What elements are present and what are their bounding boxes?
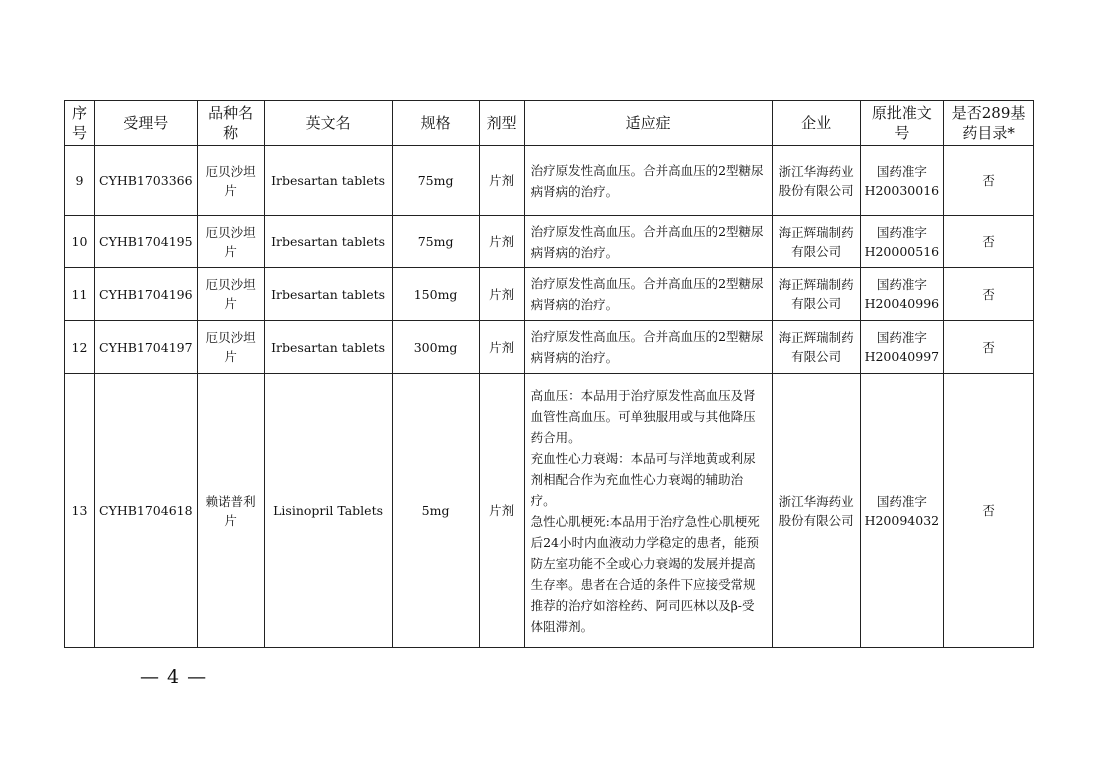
header-variety-name: 品种名称	[197, 101, 264, 146]
cell-dosage-form: 片剂	[479, 216, 524, 268]
table-row	[65, 374, 1034, 648]
cell-variety-name: 厄贝沙坦片	[197, 146, 264, 216]
table-row	[65, 268, 1034, 321]
page-number: — 4 —	[140, 666, 208, 688]
table-row	[65, 216, 1034, 268]
cell-spec: 75mg	[392, 216, 479, 268]
cell-seq: 11	[65, 268, 95, 321]
cell-english-name: Irbesartan tablets	[264, 321, 392, 374]
header-seq: 序号	[65, 101, 95, 146]
cell-acceptance-no: CYHB1704195	[95, 216, 198, 268]
cell-acceptance-no: CYHB1704618	[95, 374, 198, 648]
cell-spec: 75mg	[392, 146, 479, 216]
cell-seq: 13	[65, 374, 95, 648]
cell-approval-no: 国药准字H20000516	[860, 216, 944, 268]
indication-hypertension: 高血压：本品用于治疗原发性高血压及肾血管性高血压。可单独服用或与其他降压药合用。	[530, 387, 756, 445]
cell-company: 海正辉瑞制药有限公司	[772, 268, 860, 321]
cell-seq: 10	[65, 216, 95, 268]
cell-in-289: 否	[944, 216, 1034, 268]
cell-company: 海正辉瑞制药有限公司	[772, 321, 860, 374]
table-row	[65, 321, 1034, 374]
header-english-name: 英文名	[264, 101, 392, 146]
header-dosage-form: 剂型	[479, 101, 524, 146]
header-company: 企业	[772, 101, 860, 146]
cell-company: 浙江华海药业股份有限公司	[772, 146, 860, 216]
cell-dosage-form: 片剂	[479, 268, 524, 321]
indication-myocardial-infarction: 急性心肌梗死:本品用于治疗急性心肌梗死后24小时内血液动力学稳定的患者，能预防左室功能不全或心力衰竭的发展并提高生存率。患者在合适的条件下应接受常规推荐的治疗如溶栓药、阿司匹林以及β-受体阻滞剂。	[530, 513, 760, 634]
cell-approval-no: 国药准字H20030016	[860, 146, 944, 216]
cell-seq: 12	[65, 321, 95, 374]
cell-approval-no: 国药准字H20040997	[860, 321, 944, 374]
drug-table	[64, 100, 1034, 648]
cell-dosage-form: 片剂	[479, 321, 524, 374]
cell-indication	[524, 374, 772, 648]
header-spec: 规格	[392, 101, 479, 146]
cell-english-name: Lisinopril Tablets	[264, 374, 392, 648]
cell-english-name: Irbesartan tablets	[264, 268, 392, 321]
cell-approval-no: 国药准字H20040996	[860, 268, 944, 321]
cell-spec: 300mg	[392, 321, 479, 374]
header-row	[65, 101, 1034, 146]
indication-heart-failure: 充血性心力衰竭：本品可与洋地黄或利尿剂相配合作为充血性心力衰竭的辅助治疗。	[530, 450, 756, 508]
cell-seq: 9	[65, 146, 95, 216]
cell-in-289: 否	[944, 146, 1034, 216]
cell-acceptance-no: CYHB1704197	[95, 321, 198, 374]
cell-acceptance-no: CYHB1703366	[95, 146, 198, 216]
cell-dosage-form: 片剂	[479, 146, 524, 216]
cell-in-289: 否	[944, 268, 1034, 321]
header-in-289: 是否289基药目录*	[944, 101, 1034, 146]
header-approval-no: 原批准文号	[860, 101, 944, 146]
cell-spec: 5mg	[392, 374, 479, 648]
cell-dosage-form: 片剂	[479, 374, 524, 648]
cell-english-name: Irbesartan tablets	[264, 146, 392, 216]
cell-in-289: 否	[944, 374, 1034, 648]
cell-indication: 治疗原发性高血压。合并高血压的2型糖尿病肾病的治疗。	[524, 268, 772, 321]
cell-english-name: Irbesartan tablets	[264, 216, 392, 268]
cell-company: 海正辉瑞制药有限公司	[772, 216, 860, 268]
cell-variety-name: 厄贝沙坦片	[197, 268, 264, 321]
cell-variety-name: 赖诺普利片	[197, 374, 264, 648]
cell-company: 浙江华海药业股份有限公司	[772, 374, 860, 648]
cell-spec: 150mg	[392, 268, 479, 321]
table-row	[65, 146, 1034, 216]
header-indication: 适应症	[524, 101, 772, 146]
cell-approval-no: 国药准字H20094032	[860, 374, 944, 648]
cell-variety-name: 厄贝沙坦片	[197, 321, 264, 374]
header-acceptance-no: 受理号	[95, 101, 198, 146]
cell-acceptance-no: CYHB1704196	[95, 268, 198, 321]
cell-in-289: 否	[944, 321, 1034, 374]
cell-indication: 治疗原发性高血压。合并高血压的2型糖尿病肾病的治疗。	[524, 321, 772, 374]
cell-indication: 治疗原发性高血压。合并高血压的2型糖尿病肾病的治疗。	[524, 216, 772, 268]
cell-indication: 治疗原发性高血压。合并高血压的2型糖尿病肾病的治疗。	[524, 146, 772, 216]
cell-variety-name: 厄贝沙坦片	[197, 216, 264, 268]
